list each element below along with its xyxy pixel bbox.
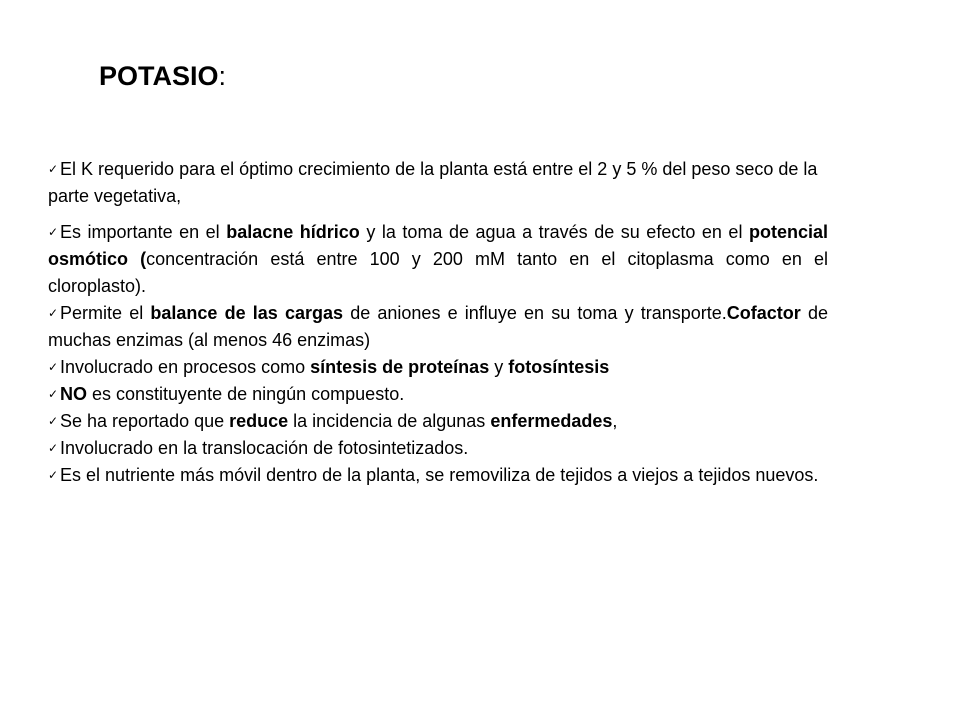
checkmark-icon: ✓ <box>48 414 59 428</box>
bullet-text: concentración está entre 100 y 200 mM tanto en el citoplasma como en el cloroplasto). <box>48 249 828 296</box>
bullet-item <box>48 219 828 300</box>
bullet-item <box>48 156 828 210</box>
checkmark-icon: ✓ <box>48 441 59 455</box>
bullet-text-bold: Cofactor <box>726 303 801 323</box>
bullet-text-bold: síntesis de proteínas <box>310 357 490 377</box>
bullet-text: Involucrado en la translocación de fotosintetizados. <box>60 438 469 458</box>
bullet-text: de muchas enzimas (al menos 46 enzimas) <box>48 303 829 350</box>
bullet-text: Es importante en el <box>60 222 227 242</box>
bullet-text-bold: potencial osmótico ( <box>48 222 828 269</box>
bullet-text: Se ha reportado que <box>60 411 230 431</box>
bullet-item <box>48 435 828 462</box>
bullet-text: y <box>489 357 509 377</box>
bullet-text: y la toma de agua a través de su efecto en el <box>359 222 749 242</box>
bullet-text: es constituyente de ningún compuesto. <box>87 384 405 404</box>
bullet-item <box>48 381 828 408</box>
checkmark-icon: ✓ <box>48 387 59 401</box>
bullet-text-bold: balacne hídrico <box>226 222 360 242</box>
checkmark-icon: ✓ <box>48 225 59 239</box>
bullet-text: Es el nutriente más móvil dentro de la planta, se removiliza de tejidos a viejos a tejidos nuevos. <box>60 465 819 485</box>
bullet-text: Permite el <box>60 303 151 323</box>
checkmark-icon: ✓ <box>48 468 59 482</box>
slide-title-text: POTASIO <box>99 61 219 91</box>
bullet-text: El K requerido para el óptimo crecimiento de la planta está entre el 2 y 5 % del peso seco de la parte vegetativa, <box>48 159 818 206</box>
bullet-text-bold: balance de las cargas <box>150 303 344 323</box>
bullet-text-bold: reduce <box>229 411 289 431</box>
bullet-text: Involucrado en procesos como <box>60 357 311 377</box>
bullet-text-bold: NO <box>60 384 87 404</box>
slide-title-colon: : <box>218 61 227 91</box>
checkmark-icon: ✓ <box>48 360 59 374</box>
checkmark-icon: ✓ <box>48 162 59 176</box>
bullet-text-bold: fotosíntesis <box>508 357 610 377</box>
bullet-list <box>48 156 828 489</box>
bullet-text: la incidencia de algunas <box>288 411 491 431</box>
bullet-item <box>48 354 828 381</box>
bullet-text: , <box>612 411 618 431</box>
bullet-item <box>48 300 828 354</box>
bullet-text: de aniones e influye en su toma y transporte. <box>343 303 727 323</box>
checkmark-icon: ✓ <box>48 306 59 320</box>
bullet-text-bold: enfermedades <box>490 411 613 431</box>
slide-title <box>99 58 226 94</box>
bullet-item <box>48 408 828 435</box>
bullet-item <box>48 462 828 489</box>
